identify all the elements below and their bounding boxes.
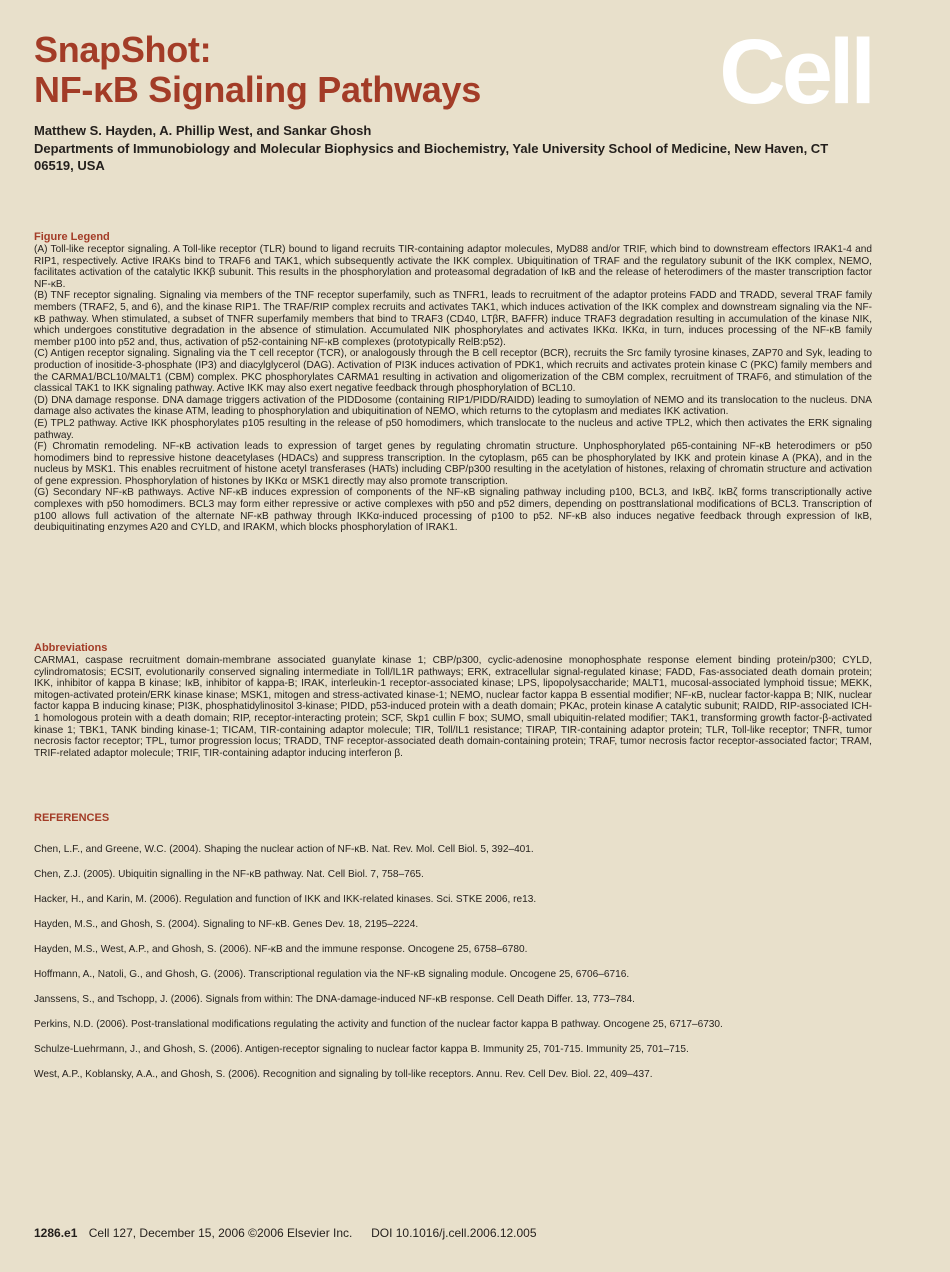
figure-legend-body: [34, 244, 872, 534]
reference-item: Chen, L.F., and Greene, W.C. (2004). Shaping the nuclear action of NF-κB. Nat. Rev. Mol. Cell Biol. 5, 392–401.: [34, 844, 534, 855]
legend-paragraph-a: (A) Toll-like receptor signaling. A Toll-like receptor (TLR) bound to ligand recruits TIR-containing adaptor molecules, MyD88 and/or TRIF, which bind to downstream effectors IRAK1-4 and RIP1, respectively. Active IRAKs bind to TRAF6 and TAK1, which subsequently activate the IKK complex. Ubiquitination of TRAF and the regulatory subunit of the IKK complex, NEMO, facilitates activation of the catalytic IKKβ subunit. This results in the phosphorylation and proteasomal degradation of IκB and the release of heterodimers of the master transcription factor NF-κB.: [34, 244, 872, 290]
doi: DOI 10.1016/j.cell.2006.12.005: [371, 1226, 537, 1240]
journal-citation: Cell 127, December 15, 2006 ©2006 Elsevier Inc.: [88, 1226, 353, 1240]
footer: [34, 1225, 537, 1241]
abbreviations-heading: Abbreviations: [34, 642, 108, 654]
abbreviations-body: CARMA1, caspase recruitment domain-membrane associated guanylate kinase 1; CBP/p300, cyclic-adenosine monophosphate response element binding protein/p300; CYLD, cylindromatosis; ECSIT, evolutionarily conserved signaling intermediate in Toll/IL1R pathways; ERK, extracellular signal-regulated kinase; FADD, Fas-associated death domain protein; IKK, inhibitor of kappa B kinase; IκB, inhibitor of kappa-B; IRAK, interleukin-1 receptor-associated kinase; LPS, lipopolysaccharide; MALT1, mucosal-associated lymphoid tissue; MEKK, mitogen-activated protein/ERK kinase kinase; MSK1, mitogen and stress-activated kinase-1; NEMO, nuclear factor kappa B essential modifier; NF-κB, nuclear factor-kappa B; NIK, nuclear factor kappa B inducing kinase; PI3K, phosphatidylinositol 3-kinase; PIDD, p53-induced protein with a death domain; PKAc, protein kinase A catalytic subunit; RAIDD, RIP-associated ICH-1 homologous protein with a death domain; RIP, receptor-interacting protein; SCF, Skp1 cullin F box; SUMO, small ubiquitin-related modifier; TAK1, transforming growth factor-β-activated kinase 1; TBK1, TANK binding kinase-1; TICAM, TIR-containing adaptor molecule; TIR, Toll/IL1 resistance; TIRAP, TIR-containing adaptor protein; TLR, Toll-like receptor; TNFR, tumor necrosis factor receptor; TPL, tumor progression locus; TRADD, TNF receptor-associated death domain-containing protein; TRAF, tumor necrosis factor receptor-associated factor; TRAM, TRIF-related adaptor molecule; TRIF, TIR-containing adaptor inducing interferon β.: [34, 655, 872, 759]
reference-item: Chen, Z.J. (2005). Ubiquitin signalling in the NF-κB pathway. Nat. Cell Biol. 7, 758–765.: [34, 869, 424, 880]
reference-item: Hoffmann, A., Natoli, G., and Ghosh, G. (2006). Transcriptional regulation via the NF-κB signaling module. Oncogene 25, 6706–6716.: [34, 969, 630, 980]
legend-paragraph-g: (G) Secondary NF-κB pathways. Active NF-κB induces expression of components of the NF-κB signaling pathway including p100, BCL3, and IκBζ. IκBζ forms transcriptionally active complexes with p50 homodimers. BCL3 may form either repressive or active complexes with p50 and p52 dimers, depending on posttranslational modifications of BCL3. Transcription of p100 allows full activation of the alternate NF-κB pathway through IKKα-induced processing of p100 to p52. NF-κB also induces negative feedback through expression of IκB, deubiquitinating enzymes A20 and CYLD, and IRAKM, which blocks phosphorylation of IRAK1.: [34, 487, 872, 534]
reference-item: Schulze-Luehrmann, J., and Ghosh, S. (2006). Antigen-receptor signaling to nuclear factor kappa B. Immunity 25, 701-715. Immunity 25, 701–715.: [34, 1044, 689, 1055]
title-line-1: SnapShot:: [34, 29, 212, 70]
legend-paragraph-c: (C) Antigen receptor signaling. Signaling via the T cell receptor (TCR), or analogously through the B cell receptor (BCR), recruits the Src family tyrosine kinases, ZAP70 and Syk, leading to production of inositide-3-phosphate (IP3) and diacylglycerol (DAG). Activation of PI3K induces activation of PDK1, which recruits and activates protein kinase C (PKC) family members and the CARMA1/BCL10/MALT1 (CBM) complex. PKC phosphorylates CARMA1 resulting in activation and oligomerization of the CBM complex, recruitment of TRAF6, and stimulation of the classical TAK1 to IKK signaling pathway. Active IKK may also exert negative feedback through phosphorylation of BCL10.: [34, 348, 872, 395]
reference-item: Hayden, M.S., West, A.P., and Ghosh, S. (2006). NF-κB and the immune response. Oncogene 25, 6758–6780.: [34, 944, 528, 955]
reference-item: Janssens, S., and Tschopp, J. (2006). Signals from within: The DNA-damage-induced NF-κB response. Cell Death Differ. 13, 773–784.: [34, 994, 635, 1005]
references-heading: REFERENCES: [34, 812, 110, 824]
figure-legend-heading: Figure Legend: [34, 231, 110, 243]
title-line-2: NF-κB Signaling Pathways: [34, 69, 481, 110]
header: [34, 21, 924, 180]
legend-paragraph-f: (F) Chromatin remodeling. NF-κB activation leads to expression of target genes by regulating chromatin structure. Unphosphorylated p65-containing NF-κB heterodimers or p50 homodimers bind to repressive histone deacetylases (HDACs) and suppress transcription. In the cytoplasm, p65 can be phosphorylated by IKK and protein kinase A (PKA), and in the nucleus by MSK1. This enables recruitment of histone acetyl transferases (HATs) including CBP/p300 resulting in the acetylation of histones, relaxing of chromatin structure and activation of gene expression. Phosphorylation of histones by IKKα or MSK1 directly may also promote transcription.: [34, 441, 872, 487]
legend-paragraph-e: (E) TPL2 pathway. Active IKK phosphorylates p105 resulting in the release of p50 homodimers, which translocate to the nucleus and active TPL2, which then activates the ERK signaling pathway.: [34, 417, 872, 441]
affiliation: Departments of Immunobiology and Molecular Biophysics and Biochemistry, Yale University School of Medicine, New Haven, CT 06519, USA: [34, 141, 829, 173]
reference-item: Hayden, M.S., and Ghosh, S. (2004). Signaling to NF-κB. Genes Dev. 18, 2195–2224.: [34, 919, 419, 930]
reference-item: West, A.P., Koblansky, A.A., and Ghosh, S. (2006). Recognition and signaling by toll-like receptors. Annu. Rev. Cell Dev. Biol. 22, 409–437.: [34, 1069, 653, 1080]
cell-logo: Cell: [719, 21, 872, 123]
references-list: [34, 844, 894, 1094]
page-number: 1286.e1: [34, 1226, 78, 1240]
reference-item: Perkins, N.D. (2006). Post-translational modifications regulating the activity and function of the nuclear factor kappa B pathway. Oncogene 25, 6717–6730.: [34, 1019, 723, 1030]
authors: Matthew S. Hayden, A. Phillip West, and Sankar Ghosh: [34, 123, 372, 138]
reference-item: Hacker, H., and Karin, M. (2006). Regulation and function of IKK and IKK-related kinases. Sci. STKE 2006, re13.: [34, 894, 537, 905]
legend-paragraph-b: (B) TNF receptor signaling. Signaling via members of the TNF receptor superfamily, such as TNFR1, leads to recruitment of the adaptor proteins FADD and TRADD, several TRAF family members (TRAF2, 5, and 6), and the kinase RIP1. The TRAF/RIP complex recruits and activates TAK1, which induces activation of the IKK complex and downstream signaling via the NF-κB pathway. When stimulated, a subset of TNFR superfamily members that bind to TRAF3 (CD40, LTβR, BAFFR) induce TRAF3 degradation resulting in accumulation of the kinase NIK, which undergoes constitutive degradation in the absence of stimulation. Accumulated NIK phosphorylates and activates IKKα. IKKα, in turn, induces processing of the NF-κB family member p100 into p52 and, thus, activation of p52-containing NF-κB complexes (prototypically RelB:p52).: [34, 290, 872, 348]
legend-paragraph-d: (D) DNA damage response. DNA damage triggers activation of the PIDDosome (containing RIP1/PIDD/RAIDD) leading to sumoylation of NEMO and its translocation to the nucleus. DNA damage also activates the kinase ATM, leading to phosphorylation and ubiquitination of NEMO, which returns to the cytoplasm and mediates IKK activation.: [34, 394, 872, 418]
